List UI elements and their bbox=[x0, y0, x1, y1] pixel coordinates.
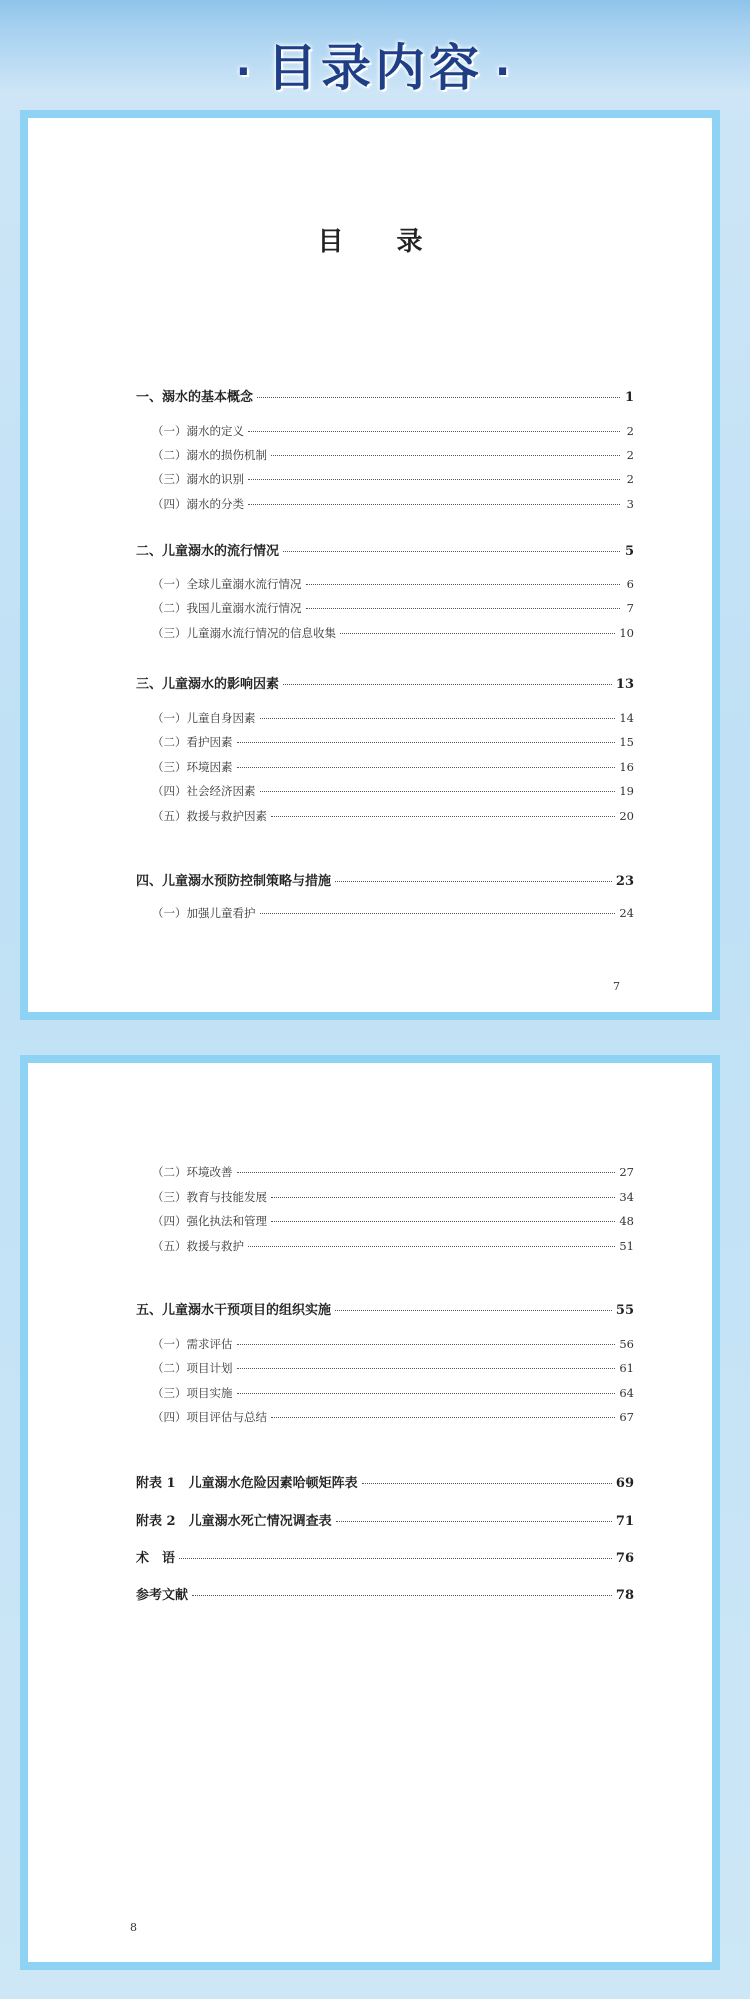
toc-entry-page: 7 bbox=[626, 601, 634, 615]
toc-entry[interactable] bbox=[136, 870, 634, 889]
dot-leader bbox=[340, 633, 615, 634]
toc-entry-page: 55 bbox=[615, 1303, 634, 1318]
toc-entry[interactable] bbox=[152, 496, 634, 512]
toc-entry[interactable] bbox=[152, 576, 634, 592]
toc-entry-label: （一）儿童自身因素 bbox=[152, 711, 256, 725]
toc-entry-page: 20 bbox=[619, 809, 634, 823]
toc-entry-label: （二）看护因素 bbox=[152, 735, 233, 749]
dot-leader bbox=[336, 1521, 612, 1522]
toc-entry[interactable] bbox=[136, 1299, 634, 1318]
toc-heading: 目 录 bbox=[317, 227, 445, 257]
toc-entry-page: 69 bbox=[615, 1476, 634, 1491]
banner-dot-left: · bbox=[235, 49, 255, 95]
toc-entry-label: 四、儿童溺水预防控制策略与措施 bbox=[136, 874, 332, 889]
dot-leader bbox=[237, 1393, 616, 1394]
dot-leader bbox=[248, 431, 620, 432]
toc-entry-page: 67 bbox=[619, 1410, 634, 1424]
toc-entry[interactable] bbox=[152, 710, 634, 726]
toc-entry-label: 附表 2 儿童溺水死亡情况调查表 bbox=[136, 1514, 332, 1529]
dot-leader bbox=[260, 913, 616, 914]
page-number: 7 bbox=[613, 980, 620, 993]
toc-entry[interactable] bbox=[136, 1472, 634, 1491]
toc-entry-page: 13 bbox=[615, 677, 634, 692]
toc-entry[interactable] bbox=[152, 1238, 634, 1254]
toc-entry[interactable] bbox=[152, 759, 634, 775]
toc-entry[interactable] bbox=[152, 905, 634, 921]
toc-entry[interactable] bbox=[136, 673, 634, 692]
toc-entry[interactable] bbox=[136, 386, 634, 405]
toc-entry-label: 附表 1 儿童溺水危险因素哈顿矩阵表 bbox=[136, 1476, 358, 1491]
toc-entry-label: （三）项目实施 bbox=[152, 1386, 233, 1400]
toc-entry-page: 61 bbox=[619, 1361, 634, 1375]
dot-leader bbox=[335, 881, 612, 882]
toc-entry[interactable] bbox=[152, 1189, 634, 1205]
toc-entry-page: 24 bbox=[619, 906, 634, 920]
dot-leader bbox=[271, 1197, 615, 1198]
dot-leader bbox=[283, 684, 612, 685]
dot-leader bbox=[362, 1483, 612, 1484]
toc-entry-page: 48 bbox=[619, 1214, 634, 1228]
toc-entry[interactable] bbox=[152, 1409, 634, 1425]
toc-entry-label: （二）我国儿童溺水流行情况 bbox=[152, 601, 302, 615]
dot-leader bbox=[192, 1595, 612, 1596]
toc-entry[interactable] bbox=[152, 423, 634, 439]
toc-entry-page: 1 bbox=[624, 390, 634, 405]
dot-leader bbox=[260, 791, 616, 792]
toc-entry[interactable] bbox=[152, 1360, 634, 1376]
dot-leader bbox=[237, 767, 616, 768]
toc-entry-label: 参考文献 bbox=[136, 1588, 189, 1603]
toc-entry[interactable] bbox=[152, 1385, 634, 1401]
dot-leader bbox=[237, 1368, 616, 1369]
toc-entry-label: （四）项目评估与总结 bbox=[152, 1410, 267, 1424]
toc-entry-label: 五、儿童溺水干预项目的组织实施 bbox=[136, 1303, 332, 1318]
toc-entry[interactable] bbox=[152, 783, 634, 799]
dot-leader bbox=[306, 608, 621, 609]
dot-leader bbox=[283, 551, 620, 552]
toc-entry-label: （四）社会经济因素 bbox=[152, 784, 256, 798]
toc-entry-label: （二）项目计划 bbox=[152, 1361, 233, 1375]
toc-entry-label: （五）救援与救护 bbox=[152, 1239, 244, 1253]
toc-entry-label: （三）教育与技能发展 bbox=[152, 1190, 267, 1204]
dot-leader bbox=[237, 742, 616, 743]
toc-entry-page: 14 bbox=[619, 711, 634, 725]
toc-entry-page: 3 bbox=[626, 497, 634, 511]
dot-leader bbox=[179, 1558, 612, 1559]
toc-entry[interactable] bbox=[136, 1547, 634, 1566]
toc-entry-page: 64 bbox=[619, 1386, 634, 1400]
dot-leader bbox=[248, 504, 620, 505]
toc-entry[interactable] bbox=[152, 600, 634, 616]
toc-entry[interactable] bbox=[152, 1164, 634, 1180]
toc-entry-page: 78 bbox=[615, 1588, 634, 1603]
toc-entry-label: （一）需求评估 bbox=[152, 1337, 233, 1351]
toc-entry[interactable] bbox=[152, 447, 634, 463]
toc-entry-page: 10 bbox=[619, 626, 634, 640]
banner-title-text: 目录内容 bbox=[267, 39, 483, 97]
toc-entry-page: 2 bbox=[626, 424, 634, 438]
dot-leader bbox=[237, 1344, 616, 1345]
toc-entry-page: 56 bbox=[619, 1337, 634, 1351]
dot-leader bbox=[306, 584, 621, 585]
toc-entry[interactable] bbox=[152, 808, 634, 824]
dot-leader bbox=[271, 455, 620, 456]
toc-entry-label: （一）全球儿童溺水流行情况 bbox=[152, 577, 302, 591]
toc-entry[interactable] bbox=[136, 1584, 634, 1603]
dot-leader bbox=[260, 718, 616, 719]
toc-entry-label: （二）溺水的损伤机制 bbox=[152, 448, 267, 462]
toc-entry-label: （三）儿童溺水流行情况的信息收集 bbox=[152, 626, 336, 640]
toc-entry[interactable] bbox=[136, 540, 634, 559]
dot-leader bbox=[271, 816, 615, 817]
toc-entry[interactable] bbox=[152, 1213, 634, 1229]
toc-page-2 bbox=[20, 1055, 720, 1970]
toc-entry-page: 34 bbox=[619, 1190, 634, 1204]
toc-entry-page: 16 bbox=[619, 760, 634, 774]
toc-entry-page: 71 bbox=[615, 1514, 634, 1529]
dot-leader bbox=[257, 397, 620, 398]
toc-entry-label: （三）溺水的识别 bbox=[152, 472, 244, 486]
dot-leader bbox=[248, 1246, 615, 1247]
toc-entry-page: 15 bbox=[619, 735, 634, 749]
banner-title bbox=[0, 28, 750, 100]
toc-entry-page: 5 bbox=[624, 544, 634, 559]
toc-page-1 bbox=[20, 110, 720, 1020]
toc-entry-page: 2 bbox=[626, 448, 634, 462]
toc-entry-label: 三、儿童溺水的影响因素 bbox=[136, 677, 280, 692]
toc-entry-label: 二、儿童溺水的流行情况 bbox=[136, 544, 280, 559]
toc-entry[interactable] bbox=[152, 625, 634, 641]
dot-leader bbox=[237, 1172, 616, 1173]
toc-entry-page: 2 bbox=[626, 472, 634, 486]
toc-entry-label: （二）环境改善 bbox=[152, 1165, 233, 1179]
toc-entry-label: （一）溺水的定义 bbox=[152, 424, 244, 438]
toc-entry-label: 一、溺水的基本概念 bbox=[136, 390, 254, 405]
toc-entry-page: 51 bbox=[619, 1239, 634, 1253]
page-number: 8 bbox=[130, 1921, 137, 1934]
toc-entry-label: （三）环境因素 bbox=[152, 760, 233, 774]
dot-leader bbox=[248, 479, 620, 480]
banner-dot-right: · bbox=[495, 49, 515, 95]
toc-entry[interactable] bbox=[152, 734, 634, 750]
toc-entry[interactable] bbox=[152, 1336, 634, 1352]
dot-leader bbox=[271, 1417, 615, 1418]
toc-entry[interactable] bbox=[136, 1510, 634, 1529]
toc-entry-label: （四）强化执法和管理 bbox=[152, 1214, 267, 1228]
dot-leader bbox=[335, 1310, 612, 1311]
dot-leader bbox=[271, 1221, 615, 1222]
toc-entry-label: （五）救援与救护因素 bbox=[152, 809, 267, 823]
toc-entry-page: 27 bbox=[619, 1165, 634, 1179]
toc-entry[interactable] bbox=[152, 471, 634, 487]
toc-entry-label: （一）加强儿童看护 bbox=[152, 906, 256, 920]
toc-entry-page: 19 bbox=[619, 784, 634, 798]
toc-entry-label: 术 语 bbox=[136, 1551, 176, 1566]
toc-entry-label: （四）溺水的分类 bbox=[152, 497, 244, 511]
toc-entry-page: 6 bbox=[626, 577, 634, 591]
toc-entry-page: 23 bbox=[615, 874, 634, 889]
toc-entry-page: 76 bbox=[615, 1551, 634, 1566]
